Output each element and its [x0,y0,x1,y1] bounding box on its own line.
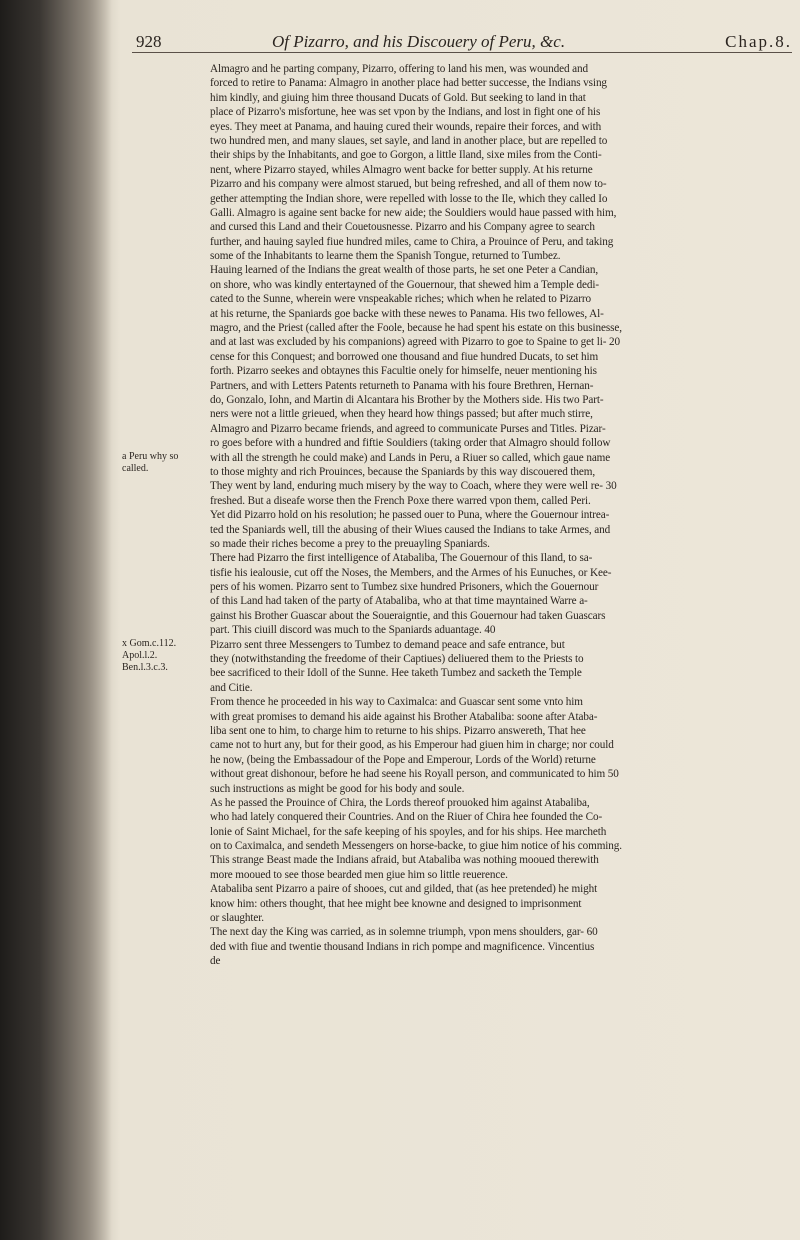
text-line: eyes. They meet at Panama, and hauing cured their wounds, repaire their forces, and with [210,120,602,133]
text-line: part. This ciuill discord was much to the Spaniards aduantage. 40 [210,624,496,637]
text-line: There had Pizarro the first intelligence of Atabaliba, The Gouernour of this Iland, to sa- [210,552,593,565]
text-line: to those mighty and rich Prouinces, because the Spaniards by this way discouered them, [210,465,596,478]
text-line: and cursed this Land and their Couetousnesse. Pizarro and his Company agree to search [210,221,595,234]
text-line: some of the Inhabitants to learne them the Spanish Tongue, returned to Tumbez. [210,250,561,263]
text-line: gainst his Brother Guascar about the Soueraigntie, and this Gouernour had taken Guascars [210,609,606,622]
header-rule [132,52,792,53]
text-line: freshed. But a diseafe worse then the French Poxe there warred vpon them, called Peri. [210,494,591,507]
text-line: Yet did Pizarro hold on his resolution; he passed ouer to Puna, where the Gouernour intrea- [210,509,610,522]
page-header [122,30,792,54]
text-line: more mooued to see those bearded men giue him so little reuerence. [210,868,508,881]
text-line: Galli. Almagro is againe sent backe for new aide; the Souldiers would haue passed with him, [210,206,617,219]
text-line: further, and hauing sayled fiue hundred miles, came to Chira, a Prouince of Peru, and taking [210,235,614,248]
text-line: cated to the Sunne, wherein were vnspeakable riches; which when he related to Pizarro [210,293,592,306]
text-line: on shore, who was kindly entertayned of the Gouernour, that shewed him a Temple dedi- [210,278,599,291]
text-line: he now, (being the Embassadour of the Pope and Emperour, Lords of the World) returne [210,753,596,766]
text-line: They went by land, enduring much misery by the way to Coach, where they were well re- 30 [210,480,617,493]
text-line: so made their riches become a prey to the preuayling Spaniards. [210,537,490,550]
text-line: Hauing learned of the Indians the great wealth of those parts, he set one Peter a Candian, [210,264,599,277]
text-line: with great promises to demand his aide against his Brother Atabaliba: soone after Ataba- [210,710,598,723]
text-line: Atabaliba sent Pizarro a paire of shooes, cut and gilded, that (as hee pretended) he might [210,883,598,896]
text-line: do, Gonzalo, Iohn, and Martin di Alcantara his Brother by the Mothers side. His two Part- [210,393,604,406]
body-text [210,62,790,969]
book-page [122,0,800,1240]
text-line: pers of his women. Pizarro sent to Tumbez sixe hundred Prisoners, which the Gouernour [210,581,599,594]
margin-note: x Gom.c.112. Apol.l.2. Ben.l.3.c.3. [122,638,177,673]
text-line: or slaughter. [210,912,265,925]
text-line: Partners, and with Letters Patents returneth to Panama with his foure Brethren, Hernan- [210,379,594,392]
page-number: 928 [136,32,162,51]
text-line: From thence he proceeded in his way to Caximalca: and Guascar sent some vnto him [210,696,583,709]
text-line: magro, and the Priest (called after the Foole, because he had spent his estate on this businesse, [210,322,622,335]
text-line: de [210,955,221,968]
text-line: forth. Pizarro seekes and obtaynes this Facultie onely for himselfe, neuer mentioning his [210,365,597,378]
text-line: gether attempting the Indian shore, were repelled with losse to the Ile, which they called Io [210,192,608,205]
text-line: such instructions as might be good for his body and soule. [210,782,465,795]
chapter-label: Chap.8. [725,32,792,51]
text-line: bee sacrificed to their Idoll of the Sunne. Hee taketh Tumbez and sacketh the Temple [210,667,582,680]
text-line: and Citie. [210,681,253,694]
book-gutter-shadow [0,0,112,1240]
text-line: with all the strength he could make) and Lands in Peru, a Riuer so called, which gaue name [210,451,611,464]
text-line: liba sent one to him, to charge him to returne to his ships. Pizarro answereth, That hee [210,724,586,737]
text-line: Almagro and he parting company, Pizarro, offering to land his men, was wounded and [210,63,588,75]
text-line: The next day the King was carried, as in solemne triumph, vpon mens shoulders, gar- 60 [210,926,598,939]
text-line: lonie of Saint Michael, for the safe keeping of his spoyles, and for his ships. Hee marcheth [210,825,607,838]
text-line: ted the Spaniards well, till the abusing of their Wiues caused the Indians to take Armes, and [210,523,611,536]
running-title: Of Pizarro, and his Discouery of Peru, &c. [272,32,566,51]
text-line: place of Pizarro's misfortune, hee was set vpon by the Indians, and lost in fight one of his [210,106,601,119]
text-line: ded with fiue and twentie thousand Indians in rich pompe and magnificence. Vincentius [210,940,595,953]
text-line: ro goes before with a hundred and fiftie Souldiers (taking order that Almagro should follow [210,437,611,450]
text-line: him kindly, and giuing him three thousand Ducats of Gold. But seeking to land in that [210,91,586,104]
text-line: ners were not a little grieued, when they heard how things passed; but after much stirre, [210,408,593,421]
text-line: they (notwithstanding the freedome of their Captiues) deliuered them to the Priests to [210,653,584,666]
margin-note: a Peru why so called. [122,450,179,474]
text-line: tisfie his iealousie, cut off the Noses, the Members, and the Armes of his Eunuches, or Kee- [210,566,612,579]
text-line: their ships by the Inhabitants, and goe to Gorgon, a little Iland, sixe miles from the Conti- [210,149,602,162]
text-line: of this Land had taken of the party of Atabaliba, who at that time mayntained Warre a- [210,595,588,608]
text-line: forced to retire to Panama: Almagro in another place had better successe, the Indians vsing [210,77,607,90]
text-line: on to Caximalca, and sendeth Messengers on horse-backe, to giue him notice of his comming. [210,840,622,853]
text-line: Almagro and Pizarro became friends, and agreed to communicate Purses and Titles. Pizar- [210,422,606,435]
text-line: at his returne, the Spaniards goe backe with these newes to Panama. His two fellowes, Al- [210,307,604,320]
text-line: As he passed the Prouince of Chira, the Lords thereof prouoked him against Atabaliba, [210,796,590,809]
text-line: who had lately conquered their Countries. And on the Riuer of Chira hee founded the Co- [210,811,603,824]
text-line: and at last was excluded by his companions) agreed with Pizarro to goe to Spaine to get li- 20 [210,336,621,349]
text-line: This strange Beast made the Indians afraid, but Atabaliba was nothing mooued therewith [210,854,599,867]
text-line: know him: others thought, that hee might bee knowne and designed to imprisonment [210,897,582,910]
text-line: Pizarro sent three Messengers to Tumbez to demand peace and safe entrance, but [210,638,565,651]
text-line: two hundred men, and many slaues, set sayle, and land in another place, but are repelled to [210,134,608,147]
text-line: came not to hurt any, but for their good, as his Emperour had giuen him in charge; nor could [210,739,614,752]
text-line: Pizarro and his company were almost starued, but being refreshed, and all of them now to- [210,178,607,191]
text-line: nent, where Pizarro stayed, whiles Almagro went backe for better supply. At his returne [210,163,593,176]
text-line: without great dishonour, before he had seene his Royall person, and communicated to him 50 [210,768,619,781]
text-line: cense for this Conquest; and borrowed one thousand and fiue hundred Ducats, to set him [210,350,599,363]
